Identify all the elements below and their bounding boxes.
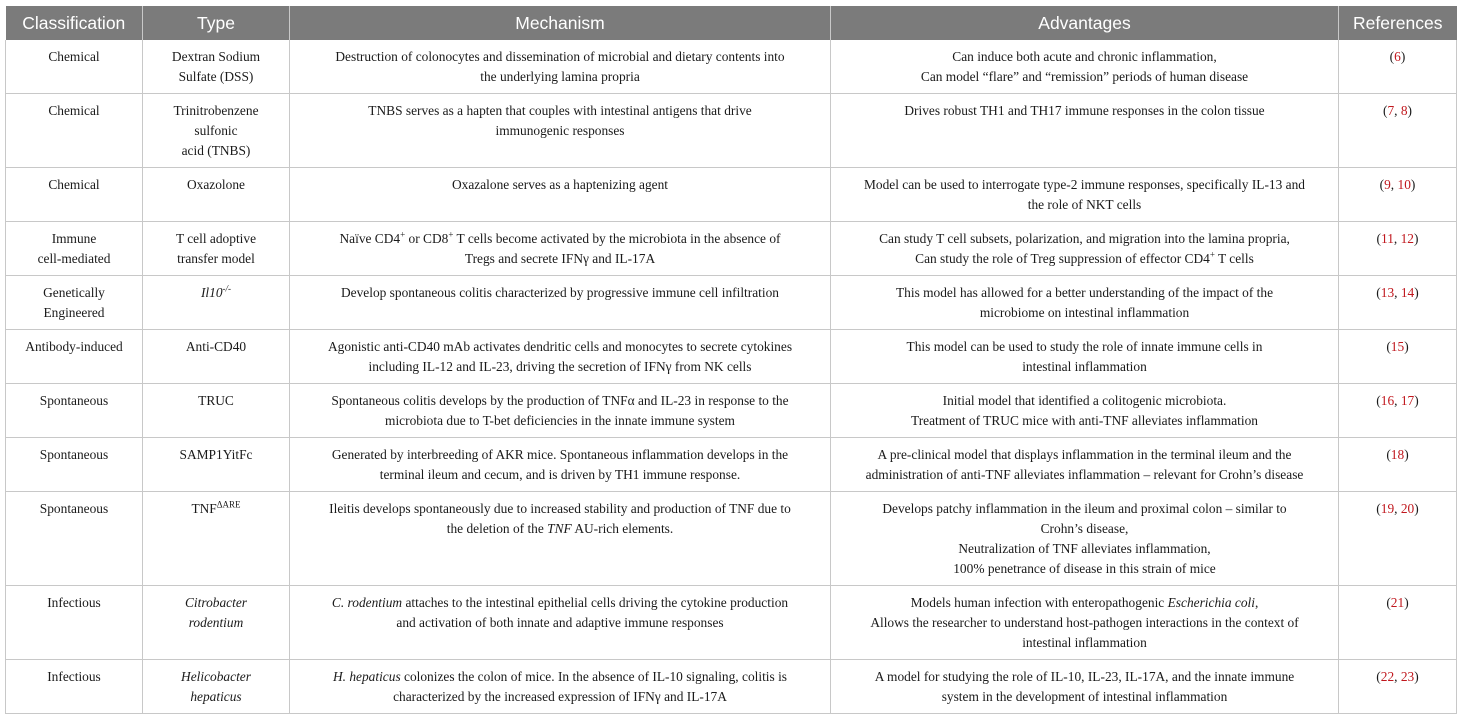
text-line: hepaticus	[190, 689, 242, 704]
text-line	[298, 519, 822, 539]
text-line: Antibody-induced	[25, 339, 123, 354]
text-line: This model can be used to study the role of innate immune cells in	[906, 339, 1263, 354]
cell-classification	[6, 168, 143, 222]
cell-advantages	[831, 276, 1339, 330]
reference-link[interactable]: 8	[1400, 103, 1408, 118]
text-line: 100% penetrance of disease in this strain of mice	[953, 561, 1216, 576]
text-line: Oxazalone serves as a haptenizing agent	[451, 177, 668, 192]
text-line: system in the development of intestinal inflammation	[941, 689, 1228, 704]
cell-classification	[6, 586, 143, 660]
cell-type	[143, 660, 290, 714]
cell-references: (18)	[1339, 438, 1457, 492]
text-fragment: TNF	[547, 521, 572, 536]
text-line	[298, 667, 822, 687]
text-line: intestinal inflammation	[1022, 635, 1147, 650]
reference-link[interactable]: 9	[1384, 177, 1391, 192]
text-fragment: T cells become activated by the microbiota in the absence of	[453, 231, 781, 246]
text-line: Spontaneous	[39, 501, 109, 516]
text-fragment: Escherichia coli	[1167, 595, 1255, 610]
cell-classification	[6, 492, 143, 586]
cell-mechanism	[290, 222, 831, 276]
reference-link[interactable]: 21	[1390, 595, 1405, 610]
reference-link[interactable]: 20	[1400, 501, 1415, 516]
text-line: administration of anti-TNF alleviates inflammation – relevant for Crohn’s disease	[865, 467, 1304, 482]
models-table-container	[5, 6, 1456, 714]
text-fragment: the deletion of the	[446, 521, 548, 536]
reference-link[interactable]: 6	[1394, 49, 1401, 64]
cell-type	[143, 168, 290, 222]
cell-advantages	[831, 438, 1339, 492]
reference-link[interactable]: 10	[1397, 177, 1411, 192]
cell-mechanism	[290, 276, 831, 330]
colitis-models-table	[5, 6, 1457, 714]
text-line	[839, 249, 1330, 269]
text-line: Crohn’s disease,	[1040, 521, 1129, 536]
cell-references: (9, 10)	[1339, 168, 1457, 222]
cell-type	[143, 40, 290, 94]
text-line: Spontaneous	[39, 393, 109, 408]
reference-link[interactable]: 23	[1400, 669, 1415, 684]
text-line: Citrobacter	[185, 595, 247, 610]
cell-references: (16, 17)	[1339, 384, 1457, 438]
cell-references: (7, 8)	[1339, 94, 1457, 168]
superscript: -/-	[222, 283, 232, 294]
table-row	[6, 384, 1457, 438]
text-line: Agonistic anti-CD40 mAb activates dendritic cells and monocytes to secrete cytokines	[327, 339, 793, 354]
reference-link[interactable]: 19	[1380, 501, 1395, 516]
cell-type	[143, 94, 290, 168]
text-line	[298, 593, 822, 613]
text-fragment: Models human infection with enteropathogenic	[910, 595, 1168, 610]
text-line: Anti-CD40	[185, 339, 247, 354]
cell-advantages	[831, 330, 1339, 384]
cell-mechanism	[290, 168, 831, 222]
text-fragment: T cells	[1214, 251, 1254, 266]
text-line: Allows the researcher to understand host-pathogen interactions in the context of	[870, 615, 1299, 630]
text-line: Develops patchy inflammation in the ileum and proximal colon – similar to	[882, 501, 1287, 516]
superscript: ΔARE	[216, 499, 241, 510]
text-line: Drives robust TH1 and TH17 immune responses in the colon tissue	[904, 103, 1265, 118]
text-line: rodentium	[188, 615, 244, 630]
cell-advantages	[831, 492, 1339, 586]
reference-link[interactable]: 7	[1387, 103, 1395, 118]
text-fragment: or CD8	[405, 231, 449, 246]
reference-link[interactable]: 16	[1380, 393, 1395, 408]
text-fragment: colonizes the colon of mice. In the absence of IL-10 signaling, colitis is	[400, 669, 788, 684]
text-line: Sulfate (DSS)	[178, 69, 254, 84]
text-line: SAMP1YitFc	[179, 447, 253, 462]
cell-type	[143, 586, 290, 660]
text-fragment: ,	[1255, 595, 1259, 610]
cell-references: (21)	[1339, 586, 1457, 660]
cell-classification	[6, 438, 143, 492]
cell-mechanism	[290, 94, 831, 168]
text-line: Spontaneous	[39, 447, 109, 462]
text-fragment: attaches to the intestinal epithelial cells driving the cytokine production	[402, 595, 789, 610]
cell-classification	[6, 40, 143, 94]
text-fragment: C. rodentium	[331, 595, 403, 610]
text-fragment: H. hepaticus	[332, 669, 401, 684]
text-line: and activation of both innate and adaptive immune responses	[396, 615, 724, 630]
cell-classification	[6, 94, 143, 168]
cell-type	[143, 330, 290, 384]
cell-references: (15)	[1339, 330, 1457, 384]
table-row	[6, 222, 1457, 276]
cell-references: (6)	[1339, 40, 1457, 94]
text-line: Oxazolone	[186, 177, 245, 192]
cell-mechanism	[290, 492, 831, 586]
text-line: Neutralization of TNF alleviates inflammation,	[958, 541, 1211, 556]
text-line: Infectious	[47, 669, 101, 684]
cell-advantages	[831, 222, 1339, 276]
cell-advantages	[831, 586, 1339, 660]
text-line: the role of NKT cells	[1027, 197, 1142, 212]
text-line: Helicobacter	[181, 669, 251, 684]
text-line: TNBS serves as a hapten that couples with intestinal antigens that drive	[368, 103, 752, 118]
cell-references: (19, 20)	[1339, 492, 1457, 586]
text-line	[839, 593, 1330, 613]
header-classification: Classification	[6, 6, 143, 40]
text-line: Develop spontaneous colitis characterized by progressive immune cell infiltration	[340, 285, 780, 300]
cell-classification	[6, 384, 143, 438]
text-line: T cell adoptive	[175, 231, 257, 246]
text-line: Ileitis develops spontaneously due to increased stability and production of TNF due to	[329, 501, 791, 516]
text-line: Chemical	[48, 103, 100, 118]
text-line: Generated by interbreeding of AKR mice. Spontaneous inflammation develops in the	[331, 447, 789, 462]
cell-type	[143, 438, 290, 492]
table-row	[6, 660, 1457, 714]
table-row	[6, 276, 1457, 330]
text-line: Immune	[51, 231, 97, 246]
text-line: Model can be used to interrogate type-2 immune responses, specifically IL-13 and	[863, 177, 1305, 192]
table-row	[6, 94, 1457, 168]
text-fragment: AU-rich elements.	[571, 521, 674, 536]
text-line: Destruction of colonocytes and dissemination of microbial and dietary contents into	[335, 49, 785, 64]
header-references: References	[1339, 6, 1457, 40]
text-line: immunogenic responses	[495, 123, 625, 138]
text-line: Trinitrobenzene	[173, 103, 259, 118]
text-line: cell-mediated	[37, 251, 111, 266]
reference-link[interactable]: 13	[1380, 285, 1395, 300]
table-row	[6, 438, 1457, 492]
reference-link[interactable]: 22	[1380, 669, 1395, 684]
text-line: Chemical	[48, 49, 100, 64]
cell-classification	[6, 660, 143, 714]
reference-link[interactable]: 14	[1400, 285, 1415, 300]
text-fragment: Il10	[200, 285, 223, 300]
header-mechanism: Mechanism	[290, 6, 831, 40]
text-line: the underlying lamina propria	[480, 69, 640, 84]
cell-advantages	[831, 660, 1339, 714]
table-row	[6, 586, 1457, 660]
header-type: Type	[143, 6, 290, 40]
text-fragment: TNF	[191, 501, 217, 516]
text-fragment: Can study the role of Treg suppression of effector CD4	[915, 251, 1210, 266]
reference-link[interactable]: 15	[1390, 339, 1405, 354]
text-line: microbiome on intestinal inflammation	[979, 305, 1190, 320]
cell-references: (11, 12)	[1339, 222, 1457, 276]
cell-mechanism	[290, 586, 831, 660]
cell-advantages	[831, 94, 1339, 168]
table-row	[6, 40, 1457, 94]
cell-mechanism	[290, 438, 831, 492]
text-line: Spontaneous colitis develops by the production of TNFα and IL-23 in response to the	[331, 393, 789, 408]
superscript: +	[400, 229, 406, 240]
superscript: +	[448, 229, 454, 240]
cell-classification	[6, 222, 143, 276]
cell-mechanism	[290, 660, 831, 714]
text-line: A pre-clinical model that displays inflammation in the terminal ileum and the	[877, 447, 1292, 462]
table-row	[6, 330, 1457, 384]
cell-mechanism	[290, 330, 831, 384]
text-line: A model for studying the role of IL-10, IL-23, IL-17A, and the innate immune	[874, 669, 1295, 684]
text-line	[298, 229, 822, 249]
reference-link[interactable]: 12	[1400, 231, 1414, 246]
cell-classification	[6, 276, 143, 330]
text-line: microbiota due to T-bet deficiencies in the innate immune system	[385, 413, 735, 428]
text-line: Treatment of TRUC mice with anti-TNF alleviates inflammation	[911, 413, 1258, 428]
text-line: Infectious	[47, 595, 101, 610]
text-line: sulfonic	[194, 123, 238, 138]
cell-advantages	[831, 40, 1339, 94]
text-line: Dextran Sodium	[171, 49, 261, 64]
text-line: Initial model that identified a colitogenic microbiota.	[942, 393, 1227, 408]
text-line: Chemical	[48, 177, 100, 192]
cell-advantages	[831, 384, 1339, 438]
text-line: TRUC	[198, 393, 234, 408]
text-line: including IL-12 and IL-23, driving the secretion of IFNγ from NK cells	[368, 359, 752, 374]
text-line: terminal ileum and cecum, and is driven by TH1 immune response.	[379, 467, 741, 482]
reference-link[interactable]: 17	[1400, 393, 1415, 408]
cell-type	[143, 276, 290, 330]
cell-type	[143, 384, 290, 438]
text-line: Can induce both acute and chronic inflammation,	[952, 49, 1217, 64]
text-line: transfer model	[177, 251, 255, 266]
table-header	[6, 6, 1457, 40]
cell-references: (13, 14)	[1339, 276, 1457, 330]
text-line: Can model “flare” and “remission” periods of human disease	[920, 69, 1249, 84]
cell-classification	[6, 330, 143, 384]
superscript: +	[1209, 249, 1215, 260]
cell-type	[143, 492, 290, 586]
header-advantages: Advantages	[831, 6, 1339, 40]
text-line: This model has allowed for a better understanding of the impact of the	[895, 285, 1274, 300]
table-body	[6, 40, 1457, 714]
text-line: Can study T cell subsets, polarization, and migration into the lamina propria,	[879, 231, 1290, 246]
reference-link[interactable]: 18	[1390, 447, 1405, 462]
text-fragment: Naïve CD4	[339, 231, 401, 246]
text-line: Genetically	[43, 285, 105, 300]
text-line: characterized by the increased expression of IFNγ and IL-17A	[393, 689, 727, 704]
table-row	[6, 168, 1457, 222]
cell-references: (22, 23)	[1339, 660, 1457, 714]
cell-mechanism	[290, 384, 831, 438]
cell-type	[143, 222, 290, 276]
text-line: Tregs and secrete IFNγ and IL-17A	[464, 251, 656, 266]
text-line: Engineered	[43, 305, 105, 320]
cell-mechanism	[290, 40, 831, 94]
text-line: acid (TNBS)	[181, 143, 251, 158]
reference-link[interactable]: 11	[1381, 231, 1394, 246]
table-row	[6, 492, 1457, 586]
header-row	[6, 6, 1457, 40]
cell-advantages	[831, 168, 1339, 222]
text-line: intestinal inflammation	[1022, 359, 1147, 374]
